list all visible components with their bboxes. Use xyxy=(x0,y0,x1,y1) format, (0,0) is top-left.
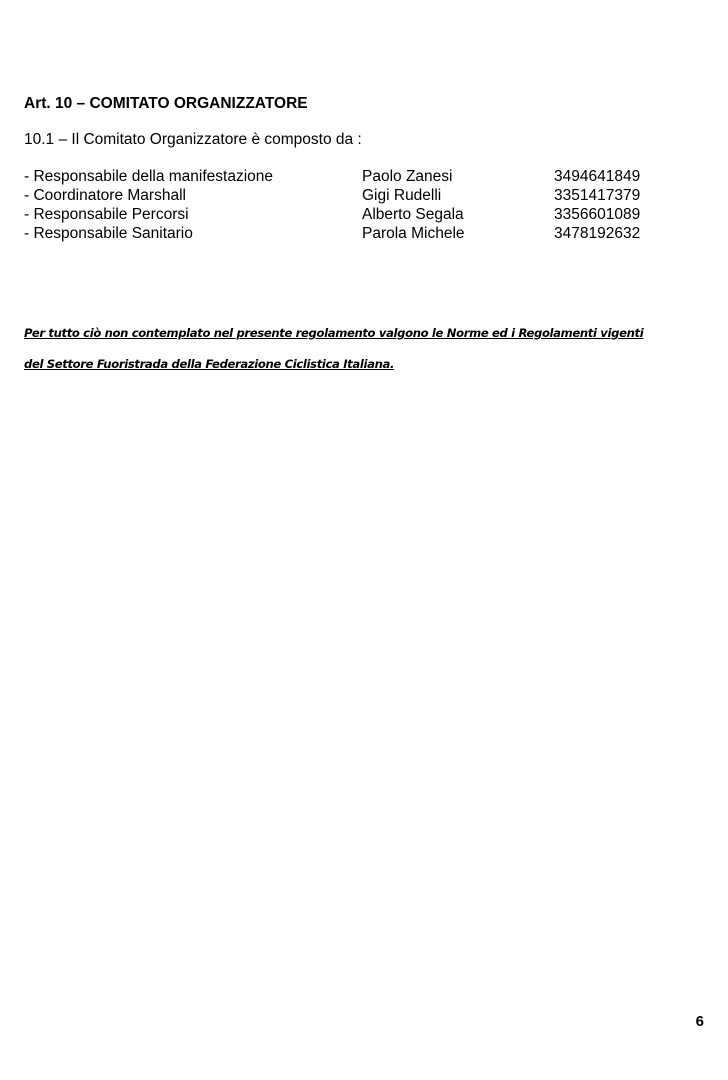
member-role: - Responsabile Sanitario xyxy=(24,225,193,242)
regulation-note xyxy=(24,318,714,380)
member-phone: 3351417379 xyxy=(554,187,641,204)
committee-member-row xyxy=(24,167,664,186)
article-intro: 10.1 – Il Comitato Organizzatore è composto da : xyxy=(24,131,362,148)
member-role: - Responsabile della manifestazione xyxy=(24,168,274,185)
regulation-note-line-1: Per tutto ciò non contemplato nel presente regolamento valgono le Norme ed i Regolamenti vigenti xyxy=(24,326,644,340)
article-heading: Art. 10 – COMITATO ORGANIZZATORE xyxy=(24,95,308,112)
committee-list xyxy=(24,167,664,243)
member-phone: 3478192632 xyxy=(554,225,641,242)
member-name: Paolo Zanesi xyxy=(362,168,453,185)
member-role: - Coordinatore Marshall xyxy=(24,187,186,204)
member-phone: 3356601089 xyxy=(554,206,641,223)
member-name: Parola Michele xyxy=(362,225,465,242)
member-name: Gigi Rudelli xyxy=(362,187,442,204)
member-phone: 3494641849 xyxy=(554,168,641,185)
regulation-note-line-2: del Settore Fuoristrada della Federazione Ciclistica Italiana. xyxy=(24,357,394,371)
member-role: - Responsabile Percorsi xyxy=(24,206,189,223)
member-name: Alberto Segala xyxy=(362,206,464,223)
page-number: 6 xyxy=(695,1013,704,1030)
committee-member-row xyxy=(24,205,664,224)
committee-member-row xyxy=(24,186,664,205)
committee-member-row xyxy=(24,224,664,243)
